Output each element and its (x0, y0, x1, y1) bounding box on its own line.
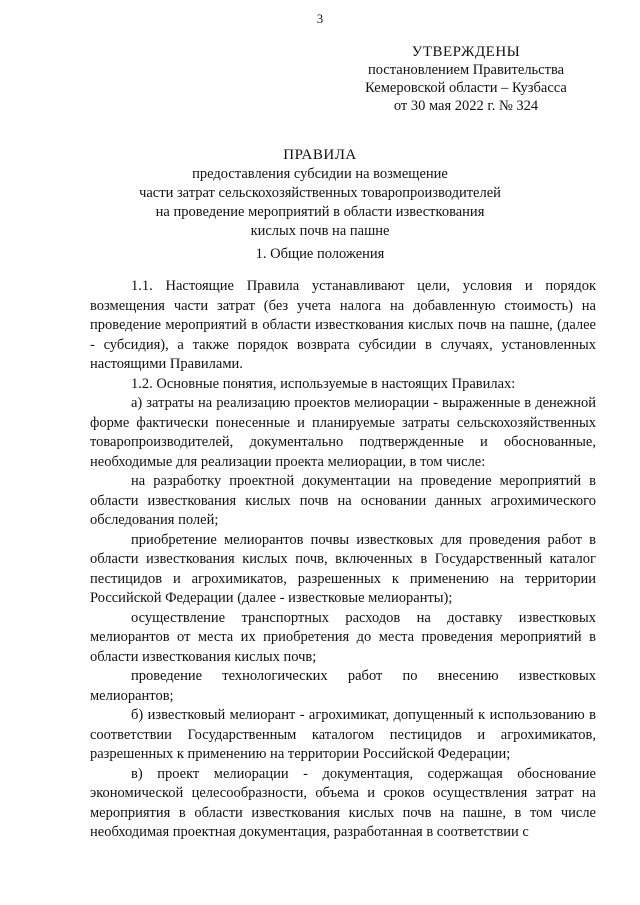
paragraph: осуществление транспортных расходов на доставку известковых мелиорантов от места их приобретения до места проведения мероприятий в области известкования кислых почв; (90, 609, 596, 665)
approval-line: Кемеровской области – Кузбасса (365, 80, 567, 96)
document-subtitle-line: кислых почв на пашне (250, 223, 390, 239)
paragraph: проведение технологических работ по внесению известковых мелиорантов; (90, 668, 596, 704)
paragraph: 1.1. Настоящие Правила устанавливают цели, условия и порядок возмещения части затрат (без учета налога на добавленную стоимость) на проведение мероприятий в области известкования кислых почв на пашне, (далее - субсидия), а также порядок возврата субсидии в случаях, установленных настоящими Правилами. (90, 278, 596, 372)
document-subtitle-line: части затрат сельскохозяйственных товаропроизводителей (139, 185, 501, 201)
page-number: 3 (316, 12, 324, 26)
approval-block (352, 43, 580, 115)
approval-line: от 30 мая 2022 г. № 324 (393, 98, 539, 114)
approval-line: постановлением Правительства (367, 62, 565, 78)
document-subtitle-line: на проведение мероприятий в области известкования (155, 204, 485, 220)
document-subtitle-line: предоставления субсидии на возмещение (192, 166, 448, 182)
document-title-block (100, 146, 540, 241)
paragraph: в) проект мелиорации - документация, содержащая обоснование экономической целесообразности, объема и сроков осуществления затрат на мероприятия в области известкования кислых почв на пашне, в том числе необходимая проектная документация, разработанная в соответствии с (90, 765, 596, 840)
section-heading: 1. Общие положения (255, 246, 385, 262)
document-title: ПРАВИЛА (283, 147, 357, 163)
document-body (90, 277, 596, 843)
paragraph: 1.2. Основные понятия, используемые в настоящих Правилах: (131, 375, 516, 392)
approval-stamp: УТВЕРЖДЕНЫ (411, 44, 521, 60)
paragraph: а) затраты на реализацию проектов мелиорации - выраженные в денежной форме фактически понесенные и планируемые затраты сельскохозяйственных товаропроизводителей, документально подтвержденные и обоснованные, необходимые для реализации проекта мелиорации, в том числе: (90, 395, 596, 470)
paragraph: б) известковый мелиорант - агрохимикат, допущенный к использованию в соответствии Государственным каталогом пестицидов и агрохимикатов, разрешенных к применению на территории Российской Федерации; (90, 707, 596, 762)
paragraph: на разработку проектной документации на проведение мероприятий в области известкования кислых почв на основании данных агрохимического обследования полей; (90, 473, 596, 528)
paragraph: приобретение мелиорантов почвы известковых для проведения работ в области известкования кислых почв, включенных в Государственный каталог пестицидов и агрохимикатов, разрешенных к применению на территории Российской Федерации (далее - известковые мелиоранты); (90, 531, 596, 606)
